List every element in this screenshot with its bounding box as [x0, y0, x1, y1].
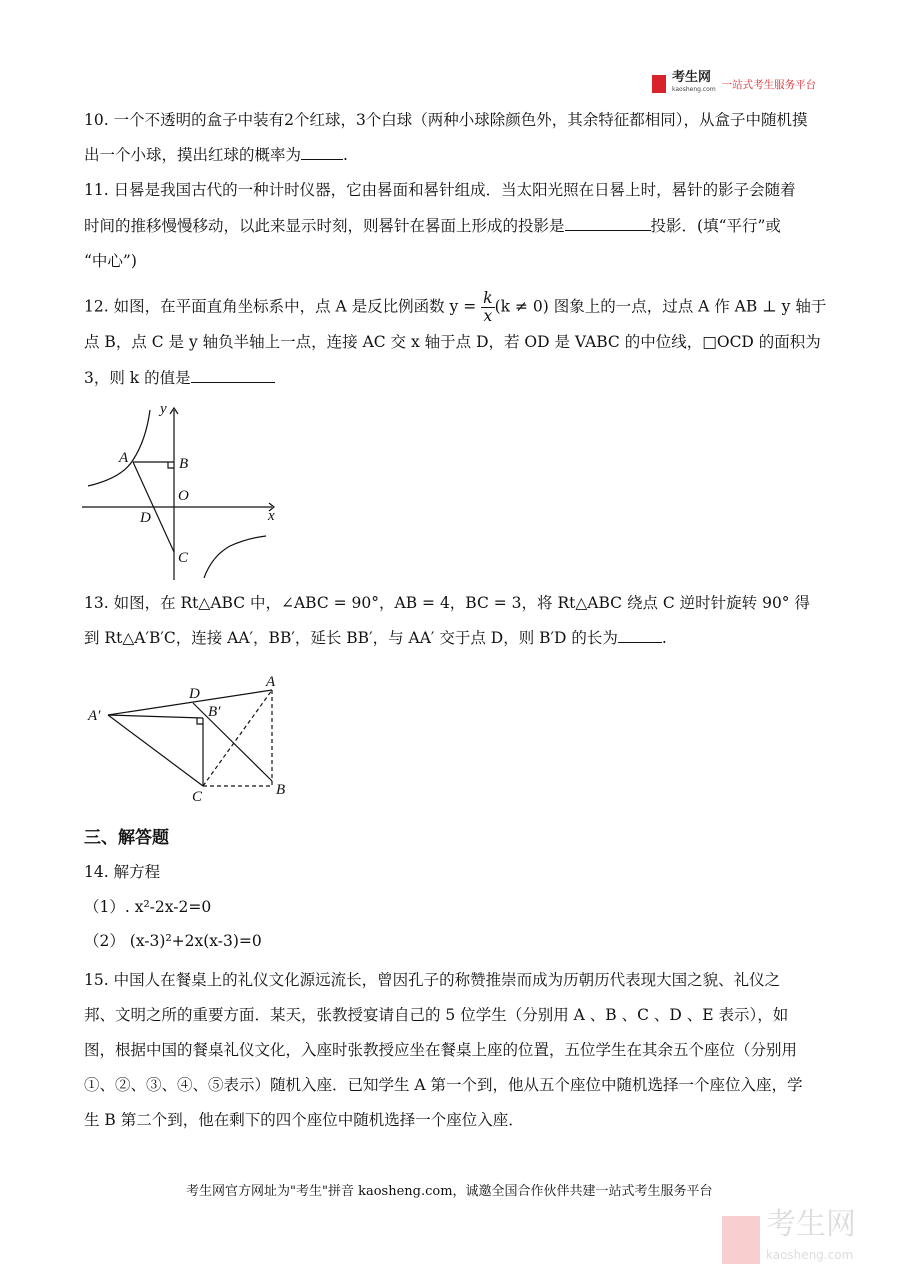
section-heading: 三、解答题: [84, 828, 169, 848]
watermark-logo-icon: [722, 1216, 760, 1264]
header-slogan: 一站式考生服务平台: [721, 78, 817, 91]
label-D: D: [189, 686, 200, 702]
q13-labels: [87, 674, 285, 805]
q15-line: 图，根据中国的餐桌礼仪文化，入座时张教授应坐在餐桌上座的位置，五位学生在其余五个座位（分别用: [84, 1041, 798, 1059]
q13-line2: [84, 628, 667, 648]
label-B-prime: B′: [208, 704, 221, 720]
segment-DB: [193, 703, 272, 781]
q12-labels: [118, 401, 275, 566]
label-B: B: [276, 782, 286, 798]
label-x: x: [268, 508, 275, 524]
q12-text: 12. 如图，在平面直角坐标系中，点 A 是反比例函数 y =: [84, 297, 477, 316]
q12-line2: 点 B，点 C 是 y 轴负半轴上一点，连接 AC 交 x 轴于点 D，若 OD 是 VABC 的中位线，□OCD 的面积为: [84, 333, 821, 351]
label-A: A: [266, 674, 276, 690]
q13-line1: 13. 如图，在 Rt△ABC 中，∠ABC = 90°，AB = 4，BC = 3，将 Rt△ABC 绕点 C 逆时针旋转 90° 得: [84, 594, 810, 612]
label-B: B: [179, 456, 189, 472]
q14-part2: （2） (x-3)²+2x(x-3)=0: [84, 932, 262, 950]
q15-line: 15. 中国人在餐桌上的礼仪文化源远流长，曾因孔子的称赞推崇而成为历朝历代表现大国之貌、礼仪之: [84, 971, 781, 989]
q10-end: .: [343, 146, 348, 164]
watermark: [722, 1207, 856, 1270]
q15-line: 生 B 第二个到，他在剩下的四个座位中随机选择一个座位入座．: [84, 1111, 524, 1129]
q12-text-b: (k ≠ 0) 图象上的一点，过点 A 作 AB ⊥ y 轴于: [494, 297, 827, 316]
numerator: k: [483, 289, 493, 307]
segment-A1C: [108, 715, 203, 786]
q10-text: 出一个小球，摸出红球的概率为: [84, 146, 302, 164]
q13-text: 到 Rt△A′B′C，连接 AA′，BB′，延长 BB′，与 AA′ 交于点 D，则 B′D 的长为: [84, 629, 618, 647]
q14-title: 14. 解方程: [84, 863, 161, 881]
watermark-subtext: kaosheng.com: [766, 1248, 854, 1262]
q13-end: .: [661, 629, 667, 647]
label-A-prime: A′: [88, 708, 101, 724]
q11-text: 时间的推移慢慢移动，以此来显示时刻，则晷针在晷面上形成的投影是: [84, 217, 565, 235]
denominator: x: [483, 307, 493, 325]
q10-line1: 10. 一个不透明的盒子中装有2个红球，3个白球（两种小球除颜色外，其余特征都相同），从盒子中随机摸: [84, 111, 808, 129]
right-angle-mark: [197, 718, 203, 724]
q11-text-b: 投影．(填“平行”或: [650, 217, 781, 235]
q13-figure: [108, 690, 272, 786]
q15-line: 邦、文明之所的重要方面．某天，张教授宴请自己的 5 位学生（分别用 A 、B 、C 、D 、E 表示），如: [84, 1006, 789, 1024]
q12-text: 3，则 k 的值是: [84, 369, 191, 387]
right-angle-mark: [168, 462, 174, 468]
q11-line1: 11. 日晷是我国古代的一种计时仪器，它由晷面和晷针组成．当太阳光照在日晷上时，晷针的影子会随着: [84, 181, 796, 199]
segment-A1B1: [108, 715, 203, 718]
q14-part1: （1）. x²-2x-2=0: [84, 898, 212, 916]
footer-text: 考生网官方网址为"考生"拼音 kaosheng.com，诚邀全国合作伙伴共建一站式考生服务平台: [186, 1184, 713, 1199]
label-O: O: [178, 488, 189, 504]
watermark-text: 考生网: [766, 1207, 856, 1242]
hyperbola-branch-lower: [204, 536, 266, 578]
label-y: y: [160, 401, 167, 417]
hyperbola-branch-upper: [88, 410, 150, 486]
q11-line3: “中心”): [84, 252, 137, 270]
logo-subtext: kaosheng.com: [672, 86, 716, 93]
label-D: D: [140, 510, 151, 526]
label-C: C: [178, 550, 189, 566]
logo-text: 考生网: [672, 70, 712, 85]
label-C: C: [192, 789, 203, 805]
label-A: A: [119, 450, 129, 466]
answer-blank: [618, 628, 662, 643]
q15-line: ①、②、③、④、⑤表示）随机入座．已知学生 A 第一个到，他从五个座位中随机选择一个座位入座，学: [84, 1076, 803, 1094]
